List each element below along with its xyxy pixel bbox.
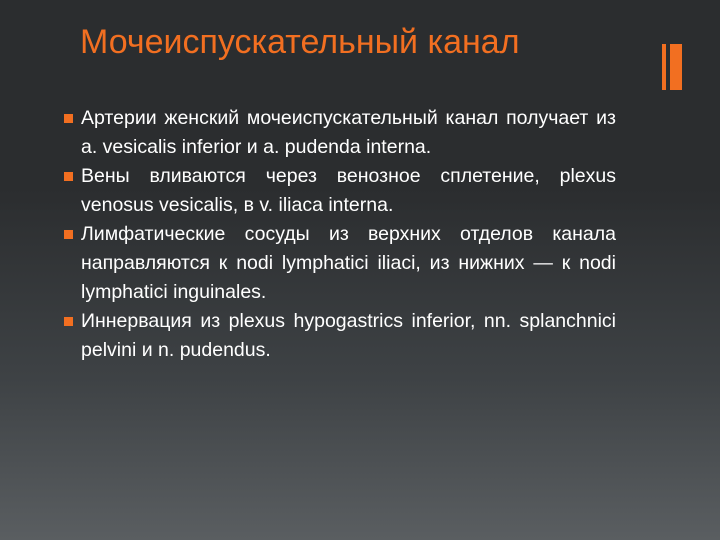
bullet-innervation [64, 307, 616, 365]
bullet-text: Иннервация из plexus hypogastrics inferior, nn. splanchnici pelvini и n. pudendus. [81, 310, 616, 361]
square-bullet-icon [64, 172, 73, 181]
bullet-lymphatics [64, 220, 616, 307]
orange-bars-icon [662, 44, 682, 90]
bullet-text: Вены вливаются через венозное сплетение, plexus venosus vesicalis, в v. iliaca interna. [81, 165, 616, 216]
bullet-list [64, 104, 616, 365]
bullet-text: Лимфатические сосуды из верхних отделов канала направляются к nodi lymphatici iliaci, из нижних — к nodi lymphatici inguinales. [81, 223, 616, 303]
bullet-arteries [64, 104, 616, 162]
thick-bar-icon [670, 44, 682, 90]
thin-bar-icon [662, 44, 666, 90]
bullet-veins [64, 162, 616, 220]
slide-title: Мочеиспускательный канал [80, 23, 520, 61]
square-bullet-icon [64, 230, 73, 239]
bullet-text: Артерии женский мочеиспускательный канал получает из a. vesicalis inferior и a. pudenda interna. [81, 107, 616, 158]
square-bullet-icon [64, 317, 73, 326]
square-bullet-icon [64, 114, 73, 123]
